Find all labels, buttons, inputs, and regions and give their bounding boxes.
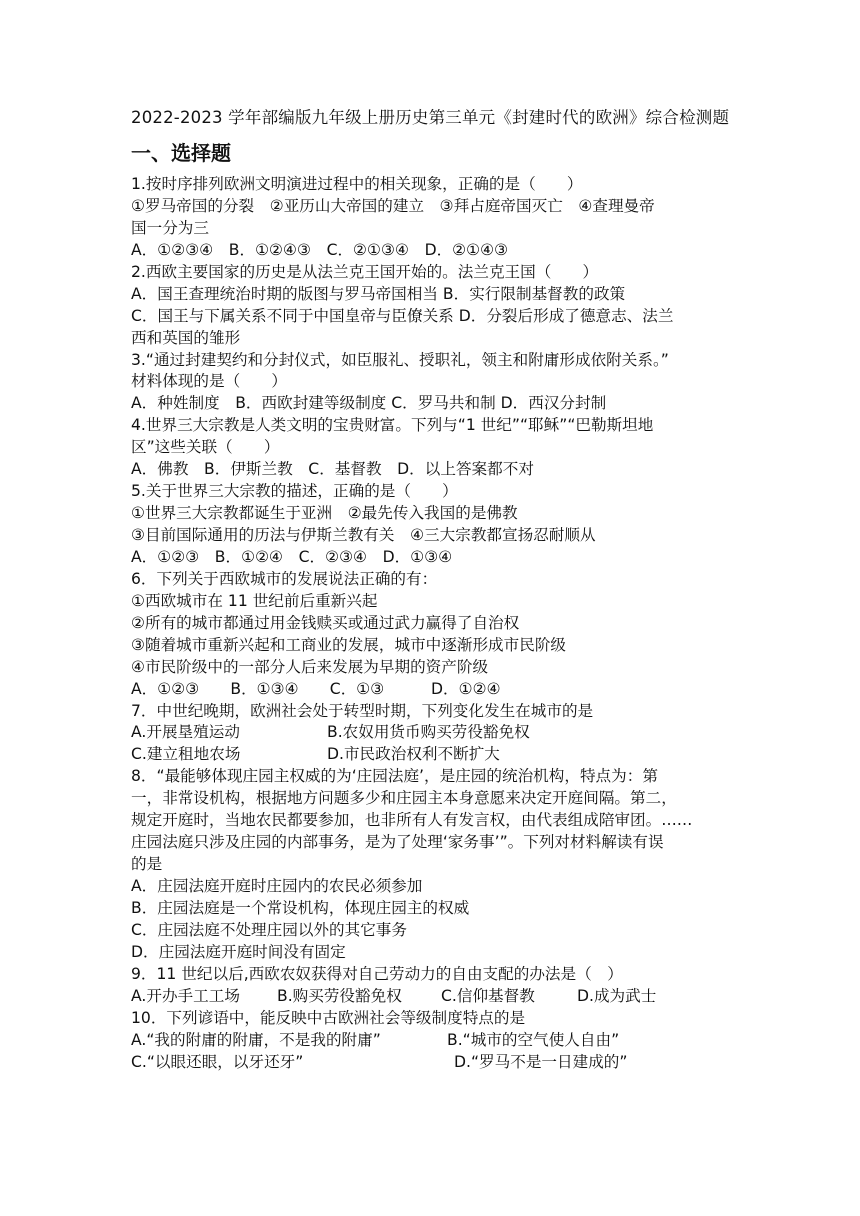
q10-option-a: A.“我的附庸的附庸，不是我的附庸” — [131, 1030, 381, 1049]
q10-options-ab — [131, 1030, 751, 1052]
q9-option-a: A.开办手工工场 — [131, 986, 240, 1005]
q10-option-c: C.“以眼还眼，以牙还牙” — [131, 1052, 304, 1071]
q9-option-b: B.购买劳役豁免权 — [277, 986, 402, 1005]
q10-stem: 10．下列谚语中，能反映中古欧洲社会等级制度特点的是 — [131, 1008, 526, 1027]
q5-items-line1: ①世界三大宗教都诞生于亚洲 ②最先传入我国的是佛教 — [131, 504, 518, 523]
section-heading: 一、选择题 — [131, 141, 231, 165]
q8-stem-4: 庄园法庭只涉及庄园的内部事务，是为了处理‘家务事’”。下列对材料解读有误 — [131, 833, 664, 852]
q8-stem-2: 一，非常设机构，根据地方问题多少和庄园主本身意愿来决定开庭间隔。第二， — [131, 789, 677, 808]
q4-stem: 4.世界三大宗教是人类文明的宝贵财富。下列与“1 世纪”“耶稣”“巴勒斯坦地 — [131, 416, 654, 435]
q5-options: A．①②③ B．①②④ C．②③④ D．①③④ — [131, 547, 453, 566]
q7-option-d: D.市民政治权利不断扩大 — [327, 745, 500, 764]
q7-stem: 7．中世纪晚期，欧洲社会处于转型时期，下列变化发生在城市的是 — [131, 701, 594, 720]
q4-options: A．佛教 B．伊斯兰教 C．基督教 D．以上答案都不对 — [131, 460, 534, 479]
q9-option-c: C.信仰基督教 — [441, 986, 535, 1005]
q9-option-d: D.成为武士 — [577, 986, 657, 1005]
q3-options: A．种姓制度 B．西欧封建等级制度 C．罗马共和制 D．西汉分封制 — [131, 394, 607, 413]
q5-items-line2: ③目前国际通用的历法与伊斯兰教有关 ④三大宗教都宣扬忍耐顺从 — [131, 526, 596, 544]
q1-items-line2: 国一分为三 — [131, 218, 209, 237]
q7-option-a: A.开展垦殖运动 — [131, 723, 240, 742]
q6-stem: 6．下列关于西欧城市的发展说法正确的有： — [131, 569, 438, 588]
q2-options-ab: A．国王查理统治时期的版图与罗马帝国相当 B．实行限制基督教的政策 — [131, 284, 626, 303]
q7-option-b: B.农奴用货币购买劳役豁免权 — [327, 723, 530, 742]
q8-option-c: C．庄园法庭不处理庄园以外的其它事务 — [131, 920, 407, 939]
q3-stem-cont: 材料体现的是（ ） — [131, 372, 287, 391]
q6-options: A．①②③ B．①③④ C．①③ D．①②④ — [131, 679, 501, 698]
q6-item-2: ②所有的城市都通过用金钱赎买或通过武力赢得了自治权 — [131, 613, 520, 632]
q9-stem: 9．11 世纪以后,西欧农奴获得对自己劳动力的自由支配的办法是（ ） — [131, 964, 623, 983]
q2-stem: 2.西欧主要国家的历史是从法兰克王国开始的。法兰克王国（ ） — [131, 262, 599, 281]
q1-items-line1: ①罗马帝国的分裂 ②亚历山大帝国的建立 ③拜占庭帝国灭亡 ④查理曼帝 — [131, 196, 655, 215]
q3-stem: 3.“通过封建契约和分封仪式，如臣服礼、授职礼，领主和附庸形成依附关系。” — [131, 350, 669, 369]
q10-options-cd — [131, 1052, 751, 1074]
q6-item-3: ③随着城市重新兴起和工商业的发展，城市中逐渐形成市民阶级 — [131, 635, 567, 654]
q8-stem-5: 的是 — [131, 855, 163, 874]
question-body — [131, 174, 751, 1073]
q8-option-a: A．庄园法庭开庭时庄园内的农民必须参加 — [131, 877, 423, 895]
q4-stem-cont: 区”这些关联（ ） — [131, 438, 280, 457]
q5-stem: 5.关于世界三大宗教的描述，正确的是（ ） — [131, 482, 458, 501]
q10-option-b: B.“城市的空气使人自由” — [447, 1030, 620, 1049]
q7-option-c: C.建立租地农场 — [131, 745, 241, 764]
q9-options — [131, 986, 751, 1008]
q2-options-cd: C．国王与下属关系不同于中国皇帝与臣僚关系 D．分裂后形成了德意志、法兰 — [131, 306, 674, 325]
q8-stem-1: 8．“最能够体现庄园主权威的为‘庄园法庭’，是庄园的统治机构，特点为：第 — [131, 767, 658, 786]
q2-options-cd-cont: 西和英国的雏形 — [131, 328, 241, 347]
q1-options: A．①②③④ B．①②④③ C．②①③④ D．②①④③ — [131, 240, 509, 259]
q6-item-1: ①西欧城市在 11 世纪前后重新兴起 — [131, 591, 378, 610]
q7-options-cd — [131, 744, 751, 766]
q8-option-b: B．庄园法庭是一个常设机构，体现庄园主的权威 — [131, 898, 470, 917]
q8-stem-3: 规定开庭时，当地农民都要参加，也非所有人有发言权，由代表组成陪审团。…… — [131, 811, 693, 830]
q10-option-d: D.“罗马不是一日建成的” — [454, 1052, 628, 1071]
document-title: 2022-2023 学年部编版九年级上册历史第三单元《封建时代的欧洲》综合检测题 — [131, 108, 730, 127]
q7-options-ab — [131, 722, 751, 744]
q1-stem: 1.按时序排列欧洲文明演进过程中的相关现象，正确的是（ ） — [131, 175, 583, 193]
q8-option-d: D．庄园法庭开庭时间没有固定 — [131, 942, 346, 961]
q6-item-4: ④市民阶级中的一部分人后来发展为早期的资产阶级 — [131, 657, 489, 676]
